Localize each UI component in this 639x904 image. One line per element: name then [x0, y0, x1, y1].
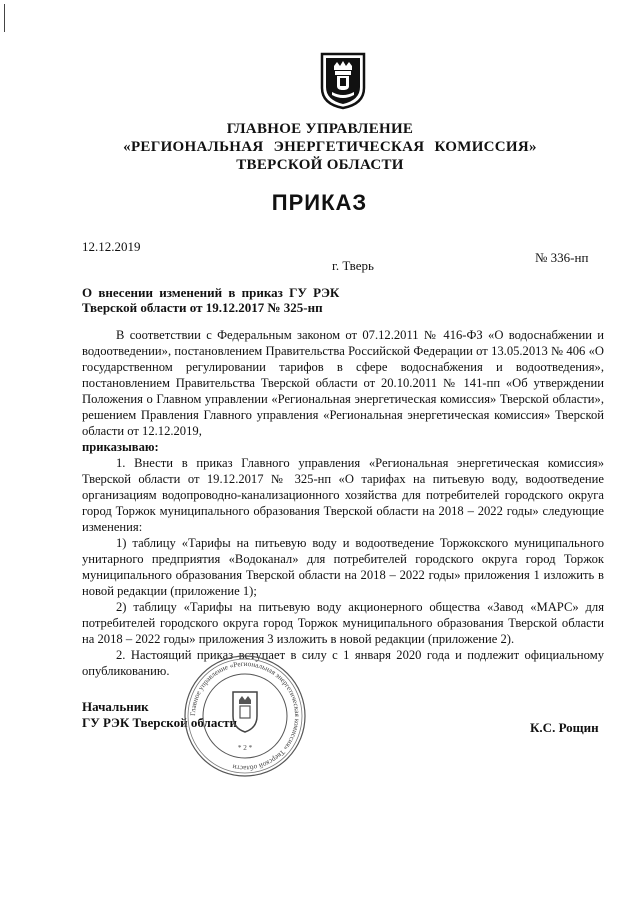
- document-number: № 336-нп: [535, 250, 589, 265]
- official-stamp-icon: [183, 654, 307, 778]
- signatory-title-line-1: Начальник: [82, 699, 149, 714]
- order-item-2: 2. Настоящий приказ вступает в силу с 1 января 2020 года и подлежит официальному опубликованию.: [82, 648, 604, 678]
- scan-edge-mark: [4, 4, 5, 32]
- document-date: 12.12.2019: [82, 239, 141, 254]
- stamp-center-text: * 2 *: [237, 744, 253, 752]
- org-name-line-1: ГЛАВНОЕ УПРАВЛЕНИЕ: [226, 121, 414, 137]
- order-word: приказываю:: [82, 440, 159, 454]
- subject-line-1: О внесении изменений в приказ ГУ РЭК: [82, 285, 340, 300]
- org-name-line-3: ТВЕРСКОЙ ОБЛАСТИ: [236, 157, 404, 173]
- stamp-ring-text: Главное управление «Региональная энергетическая комиссия» Тверской области: [188, 659, 302, 773]
- order-item-1-sub-1: 1) таблицу «Тарифы на питьевую воду и водоотведение Торжокского муниципального унитарного предприятия «Водоканал» для потребителей городского округа город Торжок муниципального образования Тверской области на 2018 – 2022 годы» приложения 1 изложить в новой редакции (приложение 1);: [82, 536, 604, 598]
- subject-line-2: Тверской области от 19.12.2017 № 325-нп: [82, 300, 323, 315]
- order-item-1: 1. Внести в приказ Главного управления «Региональная энергетическая комиссия» Тверской области от 19.12.2017 № 325-нп «О тарифах на питьевую воду, водоотведение организациям водопроводно-канализационного хозяйства для потребителей городского округа город Торжок муниципального образования Тверской области на 2018 – 2022 годы» следующие изменения:: [82, 456, 604, 534]
- order-item-1-sub-2: 2) таблицу «Тарифы на питьевую воду акционерного общества «Завод «МАРС» для потребителей городского округа город Торжок муниципального образования Тверской области на 2018 – 2022 годы» приложения 3 изложить в новой редакции (приложение 2).: [82, 600, 604, 646]
- svg-text:Главное управление «Региональн: [189, 660, 301, 772]
- preamble-paragraph: В соответствии с Федеральным законом от 07.12.2011 № 416-ФЗ «О водоснабжении и водоотведении», постановлением Правительства Российской Федерации от 13.05.2013 № 406 «О государственном регулировании тарифов в сфере водоснабжения и водоотведения», постановлением Правительства Тверской области от 20.10.2011 № 141-пп «Об утверждении Положения о Главном управлении «Региональная энергетическая комиссия» Тверской области», решением Правления Главного управления «Региональная энергетическая комиссия» Тверской области от 12.12.2019,: [82, 328, 604, 438]
- org-name-line-2: «РЕГИОНАЛЬНАЯ ЭНЕРГЕТИЧЕСКАЯ КОМИССИЯ»: [123, 139, 537, 155]
- stamp-emblem-icon: [233, 692, 257, 732]
- signatory-title-line-2: ГУ РЭК Тверской области: [82, 715, 237, 730]
- document-subject: [82, 285, 339, 315]
- document-city: г. Тверь: [332, 258, 374, 273]
- coat-of-arms-icon: [320, 52, 366, 110]
- signatory-name: К.С. Рощин: [530, 720, 599, 735]
- document-body: [82, 327, 604, 679]
- document-title: ПРИКАЗ: [271, 190, 368, 215]
